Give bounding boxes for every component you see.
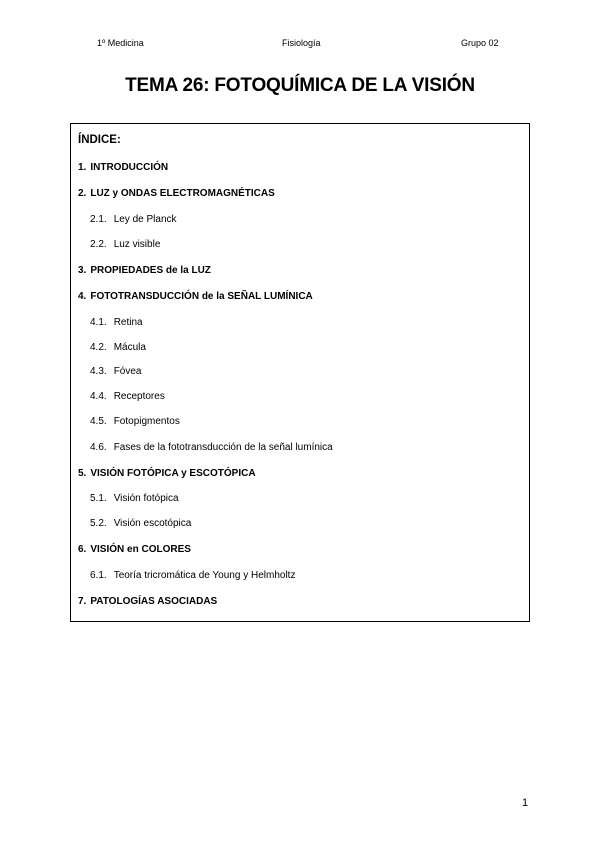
toc-subsection-fovea	[90, 366, 141, 378]
toc-label: Retina	[113, 317, 143, 328]
toc-number: 4.4.	[90, 391, 107, 402]
toc-number: 2.1.	[90, 214, 107, 225]
toc-number: 4.1.	[90, 317, 107, 328]
toc-subsection-teoria-tricromatica	[90, 570, 295, 582]
toc-label: Visión escotópica	[113, 518, 192, 529]
toc-section-propiedades	[78, 265, 211, 277]
toc-number: 4.3.	[90, 366, 107, 377]
toc-number: 4.	[78, 291, 87, 302]
toc-subsection-macula	[90, 342, 146, 354]
toc-label: Fases de la fototransducción de la señal lumínica	[113, 442, 333, 453]
page-title: TEMA 26: FOTOQUÍMICA DE LA VISIÓN	[125, 75, 475, 96]
toc-section-vision-fotopica-escotopica	[78, 468, 256, 480]
toc-label: PROPIEDADES de la LUZ	[90, 265, 211, 276]
toc-subsection-vision-escotopica	[90, 518, 191, 530]
toc-number: 2.2.	[90, 239, 107, 250]
toc-label: Teoría tricromática de Young y Helmholtz	[113, 570, 296, 581]
page-header	[0, 38, 600, 52]
toc-label: VISIÓN FOTÓPICA y ESCOTÓPICA	[90, 468, 256, 479]
toc-number: 4.5.	[90, 416, 107, 427]
toc-label: INTRODUCCIÓN	[90, 162, 169, 173]
toc-label: Fotopigmentos	[113, 416, 180, 427]
toc-label: Mácula	[113, 342, 146, 353]
toc-label: FOTOTRANSDUCCIÓN de la SEÑAL LUMÍNICA	[90, 291, 313, 302]
toc-label: Visión fotópica	[113, 493, 179, 504]
toc-subsection-retina	[90, 317, 143, 329]
header-subject: Fisiología	[282, 38, 321, 48]
toc-section-introduccion	[78, 162, 168, 174]
toc-subsection-vision-fotopica	[90, 493, 179, 505]
toc-section-fototransduccion	[78, 291, 313, 303]
page-number: 1	[522, 797, 529, 809]
toc-number: 6.	[78, 544, 87, 555]
toc-subsection-fases	[90, 442, 333, 454]
toc-section-luz-ondas	[78, 188, 275, 200]
toc-label: PATOLOGÍAS ASOCIADAS	[90, 596, 218, 607]
toc-number: 6.1.	[90, 570, 107, 581]
toc-number: 7.	[78, 596, 87, 607]
toc-subsection-receptores	[90, 391, 165, 403]
toc-label: Receptores	[113, 391, 165, 402]
toc-label: Luz visible	[113, 239, 161, 250]
toc-number: 5.	[78, 468, 87, 479]
toc-section-vision-colores	[78, 544, 191, 556]
toc-subsection-luz-visible	[90, 239, 160, 251]
table-of-contents	[70, 123, 530, 622]
toc-number: 5.2.	[90, 518, 107, 529]
header-group: Grupo 02	[461, 38, 499, 48]
toc-label: VISIÓN en COLORES	[90, 544, 191, 555]
toc-section-patologias	[78, 596, 217, 608]
toc-number: 2.	[78, 188, 87, 199]
toc-subsection-ley-planck	[90, 214, 177, 226]
toc-heading: ÍNDICE:	[78, 134, 121, 146]
toc-label: LUZ y ONDAS ELECTROMAGNÉTICAS	[90, 188, 275, 199]
toc-number: 4.6.	[90, 442, 107, 453]
header-course: 1º Medicina	[97, 38, 144, 48]
toc-number: 1.	[78, 162, 87, 173]
toc-label: Fóvea	[113, 366, 142, 377]
toc-label: Ley de Planck	[113, 214, 177, 225]
toc-number: 3.	[78, 265, 87, 276]
toc-number: 5.1.	[90, 493, 107, 504]
toc-subsection-fotopigmentos	[90, 416, 180, 428]
toc-number: 4.2.	[90, 342, 107, 353]
